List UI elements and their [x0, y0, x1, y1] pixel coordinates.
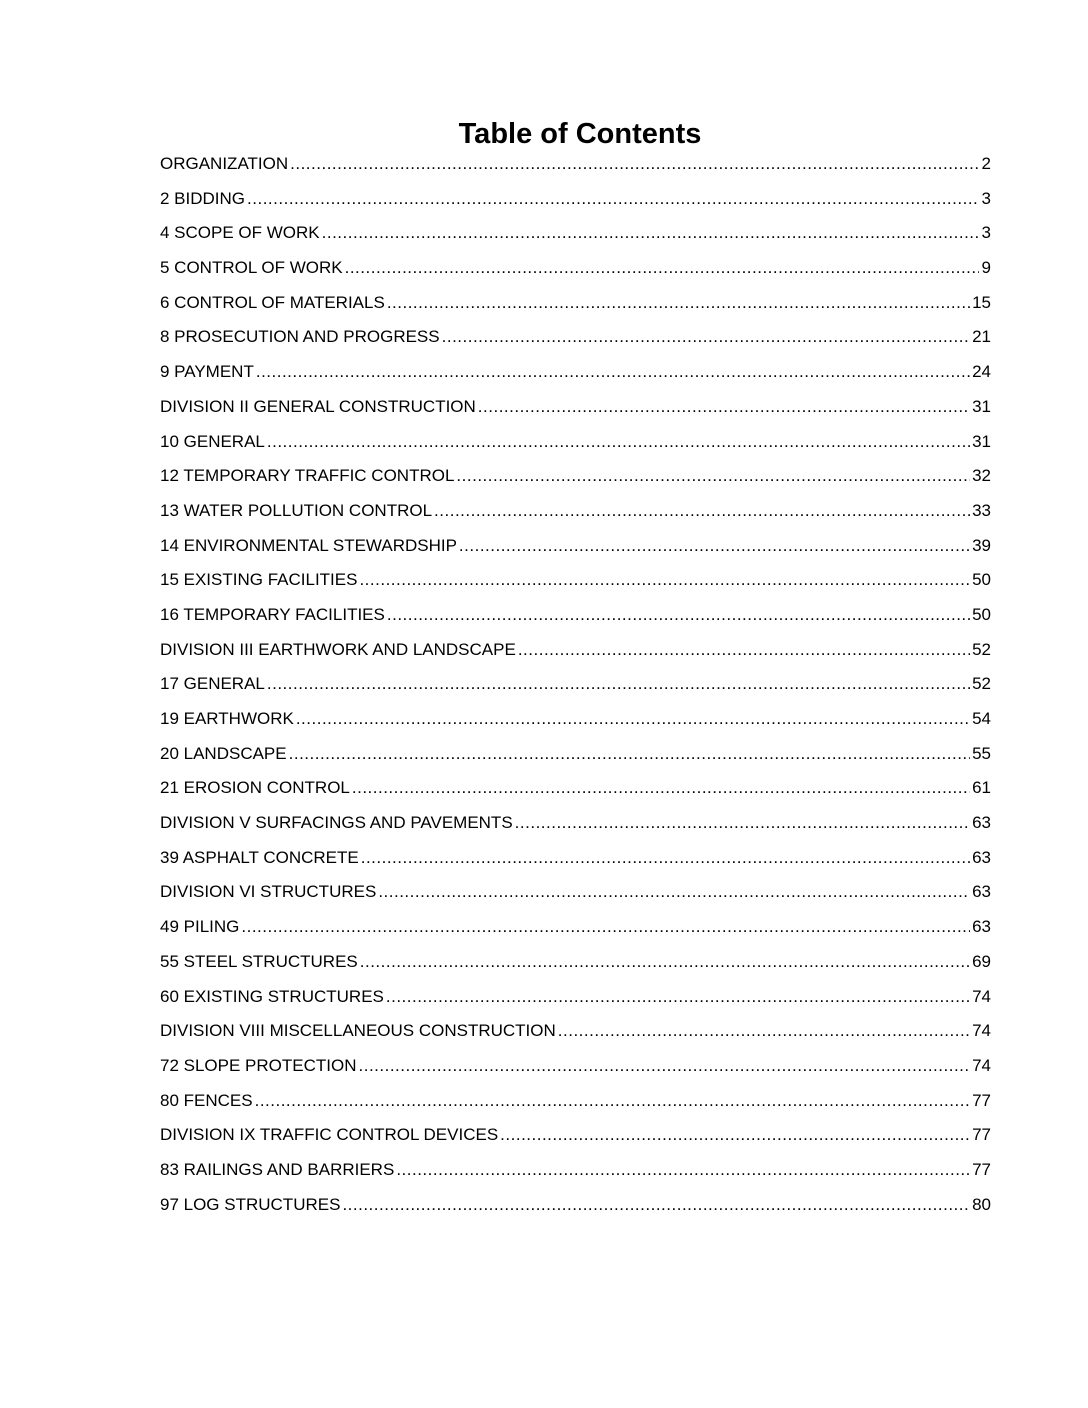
toc-entry-label: 14 ENVIRONMENTAL STEWARDSHIP	[160, 535, 457, 555]
toc-entry[interactable]	[160, 1014, 991, 1049]
toc-entry[interactable]	[160, 980, 991, 1015]
toc-entry[interactable]	[160, 182, 991, 217]
toc-entry-page-number: 54	[972, 709, 991, 728]
toc-entry-label: DIVISION II GENERAL CONSTRUCTION	[160, 396, 476, 416]
toc-entry[interactable]	[160, 529, 991, 564]
toc-entry[interactable]	[160, 1049, 991, 1084]
toc-entry-page-number: 63	[972, 813, 991, 833]
toc-entry[interactable]	[160, 737, 991, 772]
toc-entry-page-number: 50	[972, 570, 991, 590]
toc-entry-label: 83 RAILINGS AND BARRIERS	[160, 1159, 395, 1179]
toc-dot-leader	[241, 910, 970, 945]
toc-entry-page-number: 77	[972, 1125, 991, 1145]
toc-entry-page-number: 31	[972, 431, 991, 451]
toc-dot-leader	[515, 806, 970, 841]
toc-entry-page-number: 63	[972, 917, 991, 937]
toc-entry[interactable]	[160, 425, 991, 460]
toc-dot-leader	[500, 1118, 970, 1153]
toc-entry-label: 5 CONTROL OF WORK	[160, 258, 343, 278]
toc-entry-label: DIVISION V SURFACINGS AND PAVEMENTS	[160, 813, 513, 833]
toc-entry-page-number: 63	[972, 882, 991, 902]
toc-entry-label: ORGANIZATION	[160, 154, 289, 173]
toc-entry-label: 49 PILING	[160, 917, 240, 937]
toc-entry-page-number: 69	[972, 951, 991, 971]
toc-entry[interactable]	[160, 1188, 991, 1223]
toc-dot-leader	[296, 702, 970, 737]
toc-entry[interactable]	[160, 286, 991, 321]
toc-entry-page-number: 74	[972, 1021, 991, 1041]
toc-dot-leader	[342, 1188, 970, 1223]
toc-dot-leader	[352, 771, 970, 806]
toc-entry-label: 39 ASPHALT CONCRETE	[160, 847, 359, 867]
toc-entry-label: 21 EROSION CONTROL	[160, 778, 350, 798]
toc-entry-page-number: 80	[972, 1194, 991, 1214]
toc-entry-label: 12 TEMPORARY TRAFFIC CONTROL	[160, 466, 455, 486]
toc-dot-leader	[558, 1014, 970, 1049]
toc-entry-page-number: 21	[972, 327, 991, 347]
toc-entry[interactable]	[160, 563, 991, 598]
toc-entry-label: 6 CONTROL OF MATERIALS	[160, 292, 385, 312]
toc-dot-leader	[255, 1084, 970, 1119]
toc-dot-leader	[434, 494, 970, 529]
toc-entry[interactable]	[160, 598, 991, 633]
toc-entry-label: 15 EXISTING FACILITIES	[160, 570, 358, 590]
toc-entry-label: 60 EXISTING STRUCTURES	[160, 986, 384, 1006]
toc-entry-page-number: 15	[972, 292, 991, 312]
toc-dot-leader	[359, 1049, 971, 1084]
toc-entry-label: 55 STEEL STRUCTURES	[160, 951, 358, 971]
toc-list	[160, 147, 991, 1222]
toc-dot-leader	[267, 667, 970, 702]
toc-entry-label: 17 GENERAL	[160, 674, 265, 694]
toc-entry[interactable]	[160, 1084, 991, 1119]
toc-entry-label: 10 GENERAL	[160, 431, 265, 451]
toc-entry-label: DIVISION VIII MISCELLANEOUS CONSTRUCTION	[160, 1021, 556, 1041]
toc-entry-label: 8 PROSECUTION AND PROGRESS	[160, 327, 440, 347]
toc-entry-label: 13 WATER POLLUTION CONTROL	[160, 500, 433, 520]
toc-dot-leader	[387, 286, 970, 321]
toc-entry-label: 80 FENCES	[160, 1090, 253, 1110]
toc-entry-page-number: 74	[972, 1055, 991, 1075]
toc-entry-page-number: 3	[981, 188, 991, 208]
toc-entry-label: 20 LANDSCAPE	[160, 743, 287, 763]
toc-dot-leader	[386, 980, 970, 1015]
toc-dot-leader	[396, 1153, 970, 1188]
toc-dot-leader	[289, 737, 970, 772]
toc-entry[interactable]	[160, 841, 991, 876]
toc-entry-page-number: 63	[972, 847, 991, 867]
toc-entry-page-number: 74	[972, 986, 991, 1006]
toc-entry-page-number: 2	[981, 154, 991, 173]
toc-entry[interactable]	[160, 494, 991, 529]
toc-dot-leader	[378, 875, 970, 910]
toc-entry-page-number: 39	[972, 535, 991, 555]
toc-entry-page-number: 31	[972, 396, 991, 416]
toc-entry[interactable]	[160, 667, 991, 702]
toc-entry[interactable]	[160, 355, 991, 390]
toc-dot-leader	[247, 182, 979, 217]
toc-entry-page-number: 50	[972, 604, 991, 624]
toc-entry-page-number: 52	[972, 639, 991, 659]
toc-entry[interactable]	[160, 702, 991, 737]
toc-dot-leader	[256, 355, 970, 390]
toc-entry[interactable]	[160, 459, 991, 494]
toc-entry[interactable]	[160, 1118, 991, 1153]
toc-entry[interactable]	[160, 147, 991, 182]
toc-entry[interactable]	[160, 910, 991, 945]
toc-entry-page-number: 24	[972, 362, 991, 382]
toc-entry-page-number: 33	[972, 500, 991, 520]
toc-entry[interactable]	[160, 216, 991, 251]
toc-entry-page-number: 77	[972, 1090, 991, 1110]
toc-entry[interactable]	[160, 633, 991, 668]
toc-dot-leader	[442, 320, 970, 355]
toc-entry-page-number: 61	[972, 778, 991, 798]
toc-dot-leader	[267, 425, 970, 460]
toc-title: Table of Contents	[458, 118, 702, 150]
toc-dot-leader	[459, 529, 970, 564]
toc-entry-page-number: 52	[972, 674, 991, 694]
toc-entry[interactable]	[160, 875, 991, 910]
toc-entry-label: 2 BIDDING	[160, 188, 246, 208]
toc-entry-label: 4 SCOPE OF WORK	[160, 223, 320, 243]
toc-dot-leader	[359, 563, 970, 598]
toc-dot-leader	[322, 216, 979, 251]
toc-entry-label: 16 TEMPORARY FACILITIES	[160, 604, 385, 624]
toc-entry-label: DIVISION IX TRAFFIC CONTROL DEVICES	[160, 1125, 499, 1145]
toc-entry-label: DIVISION VI STRUCTURES	[160, 882, 377, 902]
toc-entry[interactable]	[160, 1153, 991, 1188]
toc-entry[interactable]	[160, 771, 991, 806]
toc-entry-label: DIVISION III EARTHWORK AND LANDSCAPE	[160, 639, 516, 659]
toc-entry[interactable]	[160, 945, 991, 980]
toc-dot-leader	[518, 633, 970, 668]
toc-entry[interactable]	[160, 251, 991, 286]
toc-entry-label: 9 PAYMENT	[160, 362, 254, 382]
toc-entry[interactable]	[160, 806, 991, 841]
toc-dot-leader	[387, 598, 970, 633]
toc-entry-label: 19 EARTHWORK	[160, 709, 294, 728]
toc-dot-leader	[360, 945, 970, 980]
toc-entry[interactable]	[160, 320, 991, 355]
toc-entry-page-number: 9	[981, 258, 991, 278]
toc-entry-page-number: 32	[972, 466, 991, 486]
toc-entry-label: 72 SLOPE PROTECTION	[160, 1055, 357, 1075]
toc-dot-leader	[290, 147, 979, 182]
toc-dot-leader	[478, 390, 970, 425]
toc-dot-leader	[345, 251, 979, 286]
toc-entry-page-number: 77	[972, 1159, 991, 1179]
toc-entry-page-number: 55	[972, 743, 991, 763]
toc-dot-leader	[456, 459, 970, 494]
toc-entry-label: 97 LOG STRUCTURES	[160, 1194, 341, 1214]
toc-entry[interactable]	[160, 390, 991, 425]
toc-entry-page-number: 3	[981, 223, 991, 243]
toc-dot-leader	[361, 841, 970, 876]
